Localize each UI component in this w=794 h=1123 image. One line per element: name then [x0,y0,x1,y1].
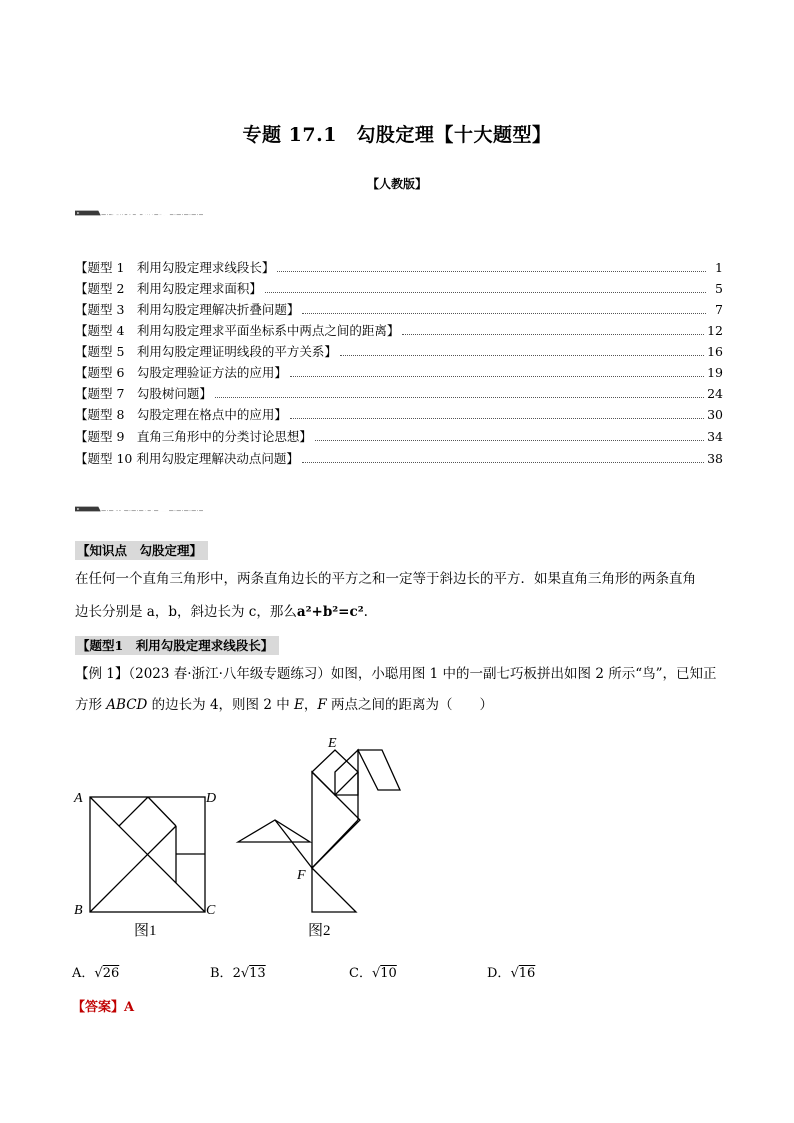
option-b[interactable]: B．2√13 [210,966,266,981]
figure2-caption: 图2 [308,923,331,939]
pythagoras-formula: a²+b²=c² [296,604,364,620]
tangram-square-figure [90,797,205,912]
label-F: F [297,868,306,883]
edition-label: 【人教版】 [366,177,427,191]
toc-item-5[interactable]: 【题型 5 利用勾股定理证明线段的平方关系】 16 [75,344,723,359]
label-C: C [206,903,216,918]
tangram-bird-figure [238,750,400,912]
knowledge-tag: 【知识点 勾股定理】 [75,540,208,559]
toc-item-10[interactable]: 【题型 10 利用勾股定理解决动点问题】 38 [75,451,723,466]
tangram-figures [60,728,440,948]
knowledge-text-line1: 在任何一个直角三角形中，两条直角边长的平方之和一定等于斜边长的平方．如果直角三角形的两条直角 [75,571,696,587]
toc-item-4[interactable]: 【题型 4 利用勾股定理求平面坐标系中两点之间的距离】 12 [75,323,723,338]
toc-item-2[interactable]: 【题型 2 利用勾股定理求面积】 5 [75,281,723,296]
knowledge-text-line2: 边长分别是 a，b，斜边长为 c，那么a²+b²=c². [75,604,368,620]
section-title: 题型梳理 [111,206,172,224]
toc-item-7[interactable]: 【题型 7 勾股树问题】 24 [75,386,723,401]
label-E: E [328,736,337,751]
page-title: 专题 17.1 勾股定理【十大题型】 [242,124,552,146]
toc-item-8[interactable]: 【题型 8 勾股定理在格点中的应用】 30 [75,407,723,422]
option-a[interactable]: A．√26 [72,966,120,981]
option-c[interactable]: C．√10 [349,966,397,981]
toc-item-6[interactable]: 【题型 6 勾股定理验证方法的应用】 19 [75,365,723,380]
answer: 【答案】A [72,1000,135,1015]
label-A: A [74,791,83,806]
label-D: D [206,791,217,806]
toc-item-9[interactable]: 【题型 9 直角三角形中的分类讨论思想】 34 [75,429,723,444]
question-type-tag: 【题型1 利用勾股定理求线段长】 [75,635,279,654]
toc-item-1[interactable]: 【题型 1 利用勾股定理求线段长】 1 [75,260,723,275]
option-d[interactable]: D．√16 [487,966,536,981]
label-B: B [74,903,83,918]
section-header-toc [75,200,723,226]
figure1-caption: 图1 [134,923,157,939]
section-header-examples [75,496,723,522]
section-title: 举一反三 [111,502,172,520]
example-text-line2: 方形 ABCD 的边长为 4，则图 2 中 E，F 两点之间的距离为（ ） [75,697,494,713]
toc-item-3[interactable]: 【题型 3 利用勾股定理解决折叠问题】 7 [75,302,723,317]
example-text-line1: 【例 1】（2023 春·浙江·八年级专题练习）如图，小聪用图 1 中的一副七巧板拼出如图 2 所示“鸟”，已知正 [75,666,717,682]
